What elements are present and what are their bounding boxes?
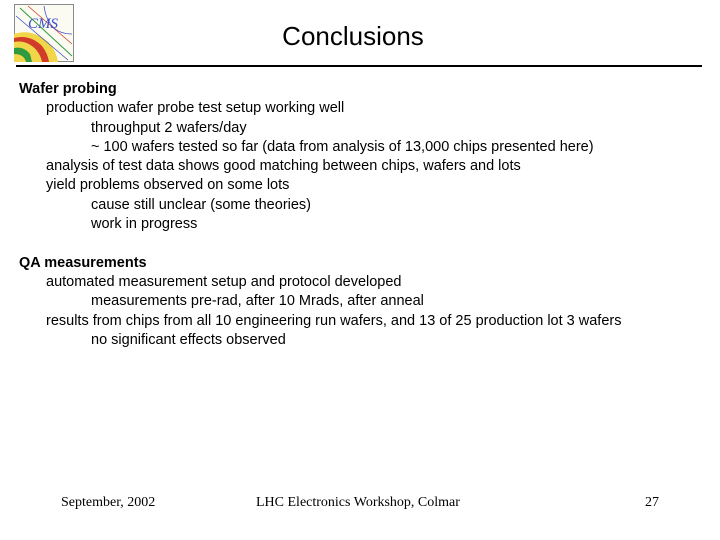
footer-page-number: 27 bbox=[645, 495, 659, 510]
sub-bullet-line: throughput 2 wafers/day bbox=[91, 119, 247, 136]
svg-text:CMS: CMS bbox=[28, 16, 58, 32]
footer-event: LHC Electronics Workshop, Colmar bbox=[256, 495, 460, 510]
sub-bullet-line: cause still unclear (some theories) bbox=[91, 196, 312, 213]
bullet-line: automated measurement setup and protocol developed bbox=[46, 273, 402, 290]
sub-bullet-line: work in progress bbox=[91, 216, 198, 233]
bullet-line: yield problems observed on some lots bbox=[46, 177, 290, 194]
footer-date: September, 2002 bbox=[61, 495, 156, 510]
bullet-line: analysis of test data shows good matching between chips, wafers and lots bbox=[46, 158, 521, 175]
slide-body bbox=[19, 80, 709, 350]
title-divider bbox=[16, 65, 702, 67]
sub-bullet-line: measurements pre-rad, after 10 Mrads, after anneal bbox=[91, 293, 424, 310]
bullet-line: production wafer probe test setup working well bbox=[46, 100, 345, 117]
sub-bullet-line: no significant effects observed bbox=[91, 331, 286, 348]
section-heading-wafer-probing: Wafer probing bbox=[19, 81, 117, 97]
slide-title: Conclusions bbox=[282, 21, 424, 51]
section-spacer bbox=[19, 234, 709, 253]
bullet-line: results from chips from all 10 engineering run wafers, and 13 of 25 production lot 3 wafers bbox=[46, 312, 622, 329]
section-heading-qa-measurements: QA measurements bbox=[19, 254, 147, 271]
sub-bullet-line: ~ 100 wafers tested so far (data from analysis of 13,000 chips presented here) bbox=[91, 138, 594, 155]
